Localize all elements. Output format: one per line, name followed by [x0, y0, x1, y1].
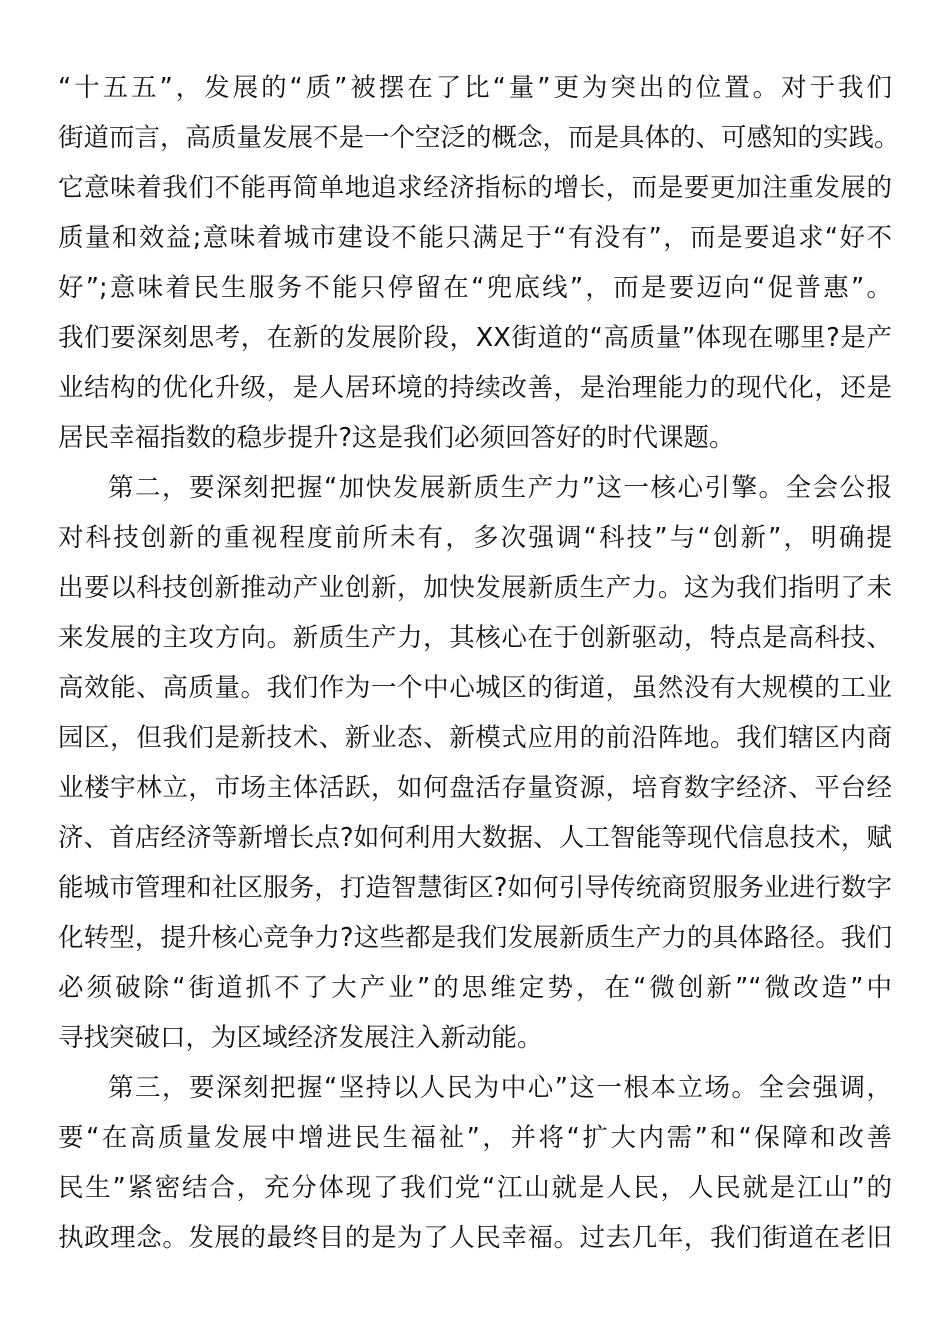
text-line: 第二，要深刻把握“加快发展新质生产力”这一核心引擎。全会公报 [108, 473, 892, 503]
text-line: 它意味着我们不能再简单地追求经济指标的增长，而是要更加注重发展的 [58, 173, 892, 203]
text-line: 第三，要深刻把握“坚持以人民为中心”这一根本立场。全会强调， [108, 1073, 892, 1103]
text-line: 民生”紧密结合，充分体现了我们党“江山就是人民，人民就是江山”的 [58, 1173, 892, 1203]
text-line: 来发展的主攻方向。新质生产力，其核心在于创新驱动，特点是高科技、 [58, 623, 892, 653]
text-line: 执政理念。发展的最终目的是为了人民幸福。过去几年，我们街道在老旧 [58, 1223, 892, 1253]
text-line: 寻找突破口，为区域经济发展注入新动能。 [58, 1023, 543, 1053]
text-line: 街道而言，高质量发展不是一个空泛的概念，而是具体的、可感知的实践。 [58, 123, 900, 153]
text-line: 必须破除“街道抓不了大产业”的思维定势，在“微创新”“微改造”中 [58, 973, 892, 1003]
text-line: 对科技创新的重视程度前所未有，多次强调“科技”与“创新”，明确提 [58, 523, 892, 553]
text-line: 好”;意味着民生服务不能只停留在“兜底线”，而是要迈向“促普惠”。 [58, 273, 892, 303]
text-line: 济、首店经济等新增长点?如何利用大数据、人工智能等现代信息技术，赋 [58, 823, 892, 853]
text-line: 质量和效益;意味着城市建设不能只满足于“有没有”，而是要追求“好不 [58, 223, 892, 253]
text-line: “十五五”，发展的“质”被摆在了比“量”更为突出的位置。对于我们 [58, 73, 892, 103]
text-line: 化转型，提升核心竞争力?这些都是我们发展新质生产力的具体路径。我们 [58, 923, 892, 953]
text-line: 业楼宇林立，市场主体活跃，如何盘活存量资源，培育数字经济、平台经 [58, 773, 892, 803]
text-line: 园区，但我们是新技术、新业态、新模式应用的前沿阵地。我们辖区内商 [58, 723, 892, 753]
text-line: 高效能、高质量。我们作为一个中心城区的街道，虽然没有大规模的工业 [58, 673, 892, 703]
text-line: 居民幸福指数的稳步提升?这是我们必须回答好的时代课题。 [58, 423, 735, 453]
text-line: 出要以科技创新推动产业创新，加快发展新质生产力。这为我们指明了未 [58, 573, 892, 603]
text-line: 能城市管理和社区服务，打造智慧街区?如何引导传统商贸服务业进行数字 [58, 873, 892, 903]
text-line: 业结构的优化升级，是人居环境的持续改善，是治理能力的现代化，还是 [58, 373, 892, 403]
text-line: 我们要深刻思考，在新的发展阶段，XX街道的“高质量”体现在哪里?是产 [58, 323, 892, 353]
text-line: 要“在高质量发展中增进民生福祉”，并将“扩大内需”和“保障和改善 [58, 1123, 892, 1153]
